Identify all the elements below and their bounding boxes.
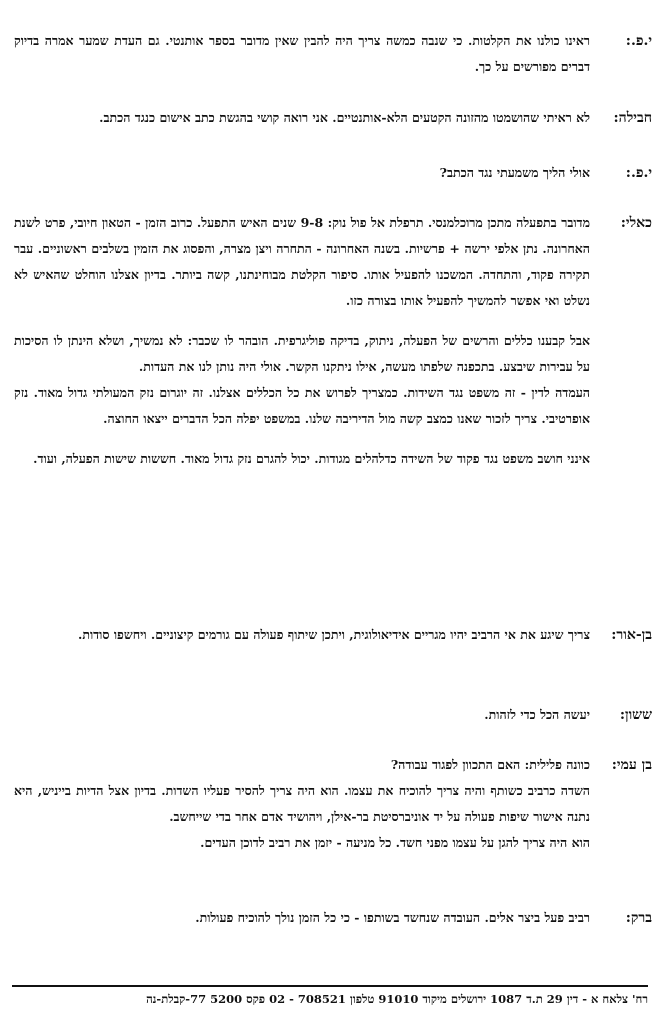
paragraph: יעשה הכל כדי לזהות.	[484, 707, 590, 722]
speaker-name: י.פ.:	[625, 33, 652, 49]
speaker-name: כאלי:	[620, 215, 652, 231]
paragraph: מדובר בתפעלה מתכן מרוכלמנסי. תרפלת אל פול נוק: 9-8 שנים האיש התפעל. כרוב הזמן - הטאון חיובי, פרט לשנת האחרונה. נתן אלפי ירשה + פרשיות. בשנה האחרונה - התחרה ויצן מצרה, והפסוג את הזמין בשלבים ראשוניים. עבר תקירה פקוד, והתחדה. המשכנו להפעיל אותו. סיפור הקלטת מבוחינתנו, קשה ביותר. בדיון אצלנו הוחלט שהאיש לא נשלט ואי אפשר להמשיך להפעיל אותו בצורה כזו.	[14, 215, 590, 308]
paragraph: צריך שיגע את אי הרביב יהיו מגריים אידיאולוגית, ויתכן שיתוף פעולה עם גורמים קיצוניים. ויחשפו סודות.	[78, 627, 590, 642]
speaker-name: בן עמי:	[611, 757, 652, 773]
entry-text	[14, 28, 590, 80]
entry-text	[14, 752, 590, 856]
paragraph: אולי הליך משמעתי נגד הכתב?	[439, 165, 590, 180]
entry-ben-or	[14, 622, 652, 648]
paragraph: לא ראיתי שהושמטו מהזונה הקטעים הלא-אותנטיים. אני רואה קושי בהגשת כתב אישום כנגד הכתב.	[99, 110, 590, 125]
footer-divider	[12, 985, 648, 987]
entry-barak	[14, 905, 652, 931]
entry-text	[14, 160, 590, 186]
entry-text	[14, 702, 590, 728]
speaker-name: חבילה:	[613, 110, 652, 126]
entry-havilio	[14, 105, 652, 131]
entry-text	[14, 105, 590, 131]
paragraph: ראינו כולנו את הקלטות. כי שנבה כמשה צריך היה להבין שאין מדובר בספר אותנטי. גם העדת שמער אמרה בדיוק דברים מפורשים על כך.	[14, 33, 590, 74]
paragraph: העמדה לדין - זה משפט נגד השידות. כמצריך לפרוש את כל הכללים אצלנו. זה יוגרום נזק המעולתי גדול מאוד. נזק אופרטיבי. צריך לזכור שאנו כמצב קשה מול הדיריבה שלנו. במשפט יפלה הכל הדברים ייצאו החוצה.	[14, 385, 590, 426]
paragraph: השדה כרביב כשותף והיה צריך להוכיח את עצמו. הוא היה צריך להסיר פעליו השדות. בדיון אצל הדיות בייניש, היא נתנה אישור שיפות פעולה על יד אוניברסיטת בר-אילן, ויהושיד אדם אחר בדי שייחשב.	[14, 783, 590, 824]
entry-sasson	[14, 702, 652, 728]
paragraph: אבל קבענו כללים והרשים של הפעלה, ניתוק, בדיקה פוליגרפית. הובהר לו שכבר: לא נמשיך, ושלא הינתן לו הסיכות על עבירות שיבצע. בתכפנה שלפתו מעשה, אילו ניתקנו הקשר. אולי היה נותן לנו את העדות.	[14, 333, 590, 374]
entry-ben-ami	[14, 752, 652, 856]
letterhead-footer: רח' צלאח א - דין 29 ת.ד 1087 ירושלים מיקוד 91010 טלפון 708521 - 02 פקס 5200 77-קבלת-נה	[146, 992, 648, 1006]
speaker-name: ברק:	[625, 910, 652, 926]
speaker-name: י.פ.:	[625, 165, 652, 181]
speaker-name: ששון:	[619, 707, 652, 723]
paragraph: כוונה פלילית: האם התכוון לפגוד עבודה?	[390, 757, 590, 772]
entry-yp-1	[14, 28, 652, 80]
entry-text	[14, 210, 590, 472]
paragraph: אינני חושב משפט נגד פקוד של השידה כדלהלים מגודות. יכול להגרם נזק גדול מאוד. חששות שישות הפעלה, ועוד.	[33, 451, 590, 466]
entry-yp-2	[14, 160, 652, 186]
speaker-name: בן-אור:	[611, 627, 652, 643]
entry-text	[14, 622, 590, 648]
paragraph: רביב פעל ביצר אלים. העובדה שנחשד בשותפו - כי כל הזמן נולך להוכיח פעולות.	[195, 910, 590, 925]
paragraph: הוא היה צריך להגן על עצמו מפני חשד. כל מניעה - יזמן את רביב לדוכן העדים.	[200, 835, 590, 850]
entry-kaali	[14, 210, 652, 472]
entry-text	[14, 905, 590, 931]
